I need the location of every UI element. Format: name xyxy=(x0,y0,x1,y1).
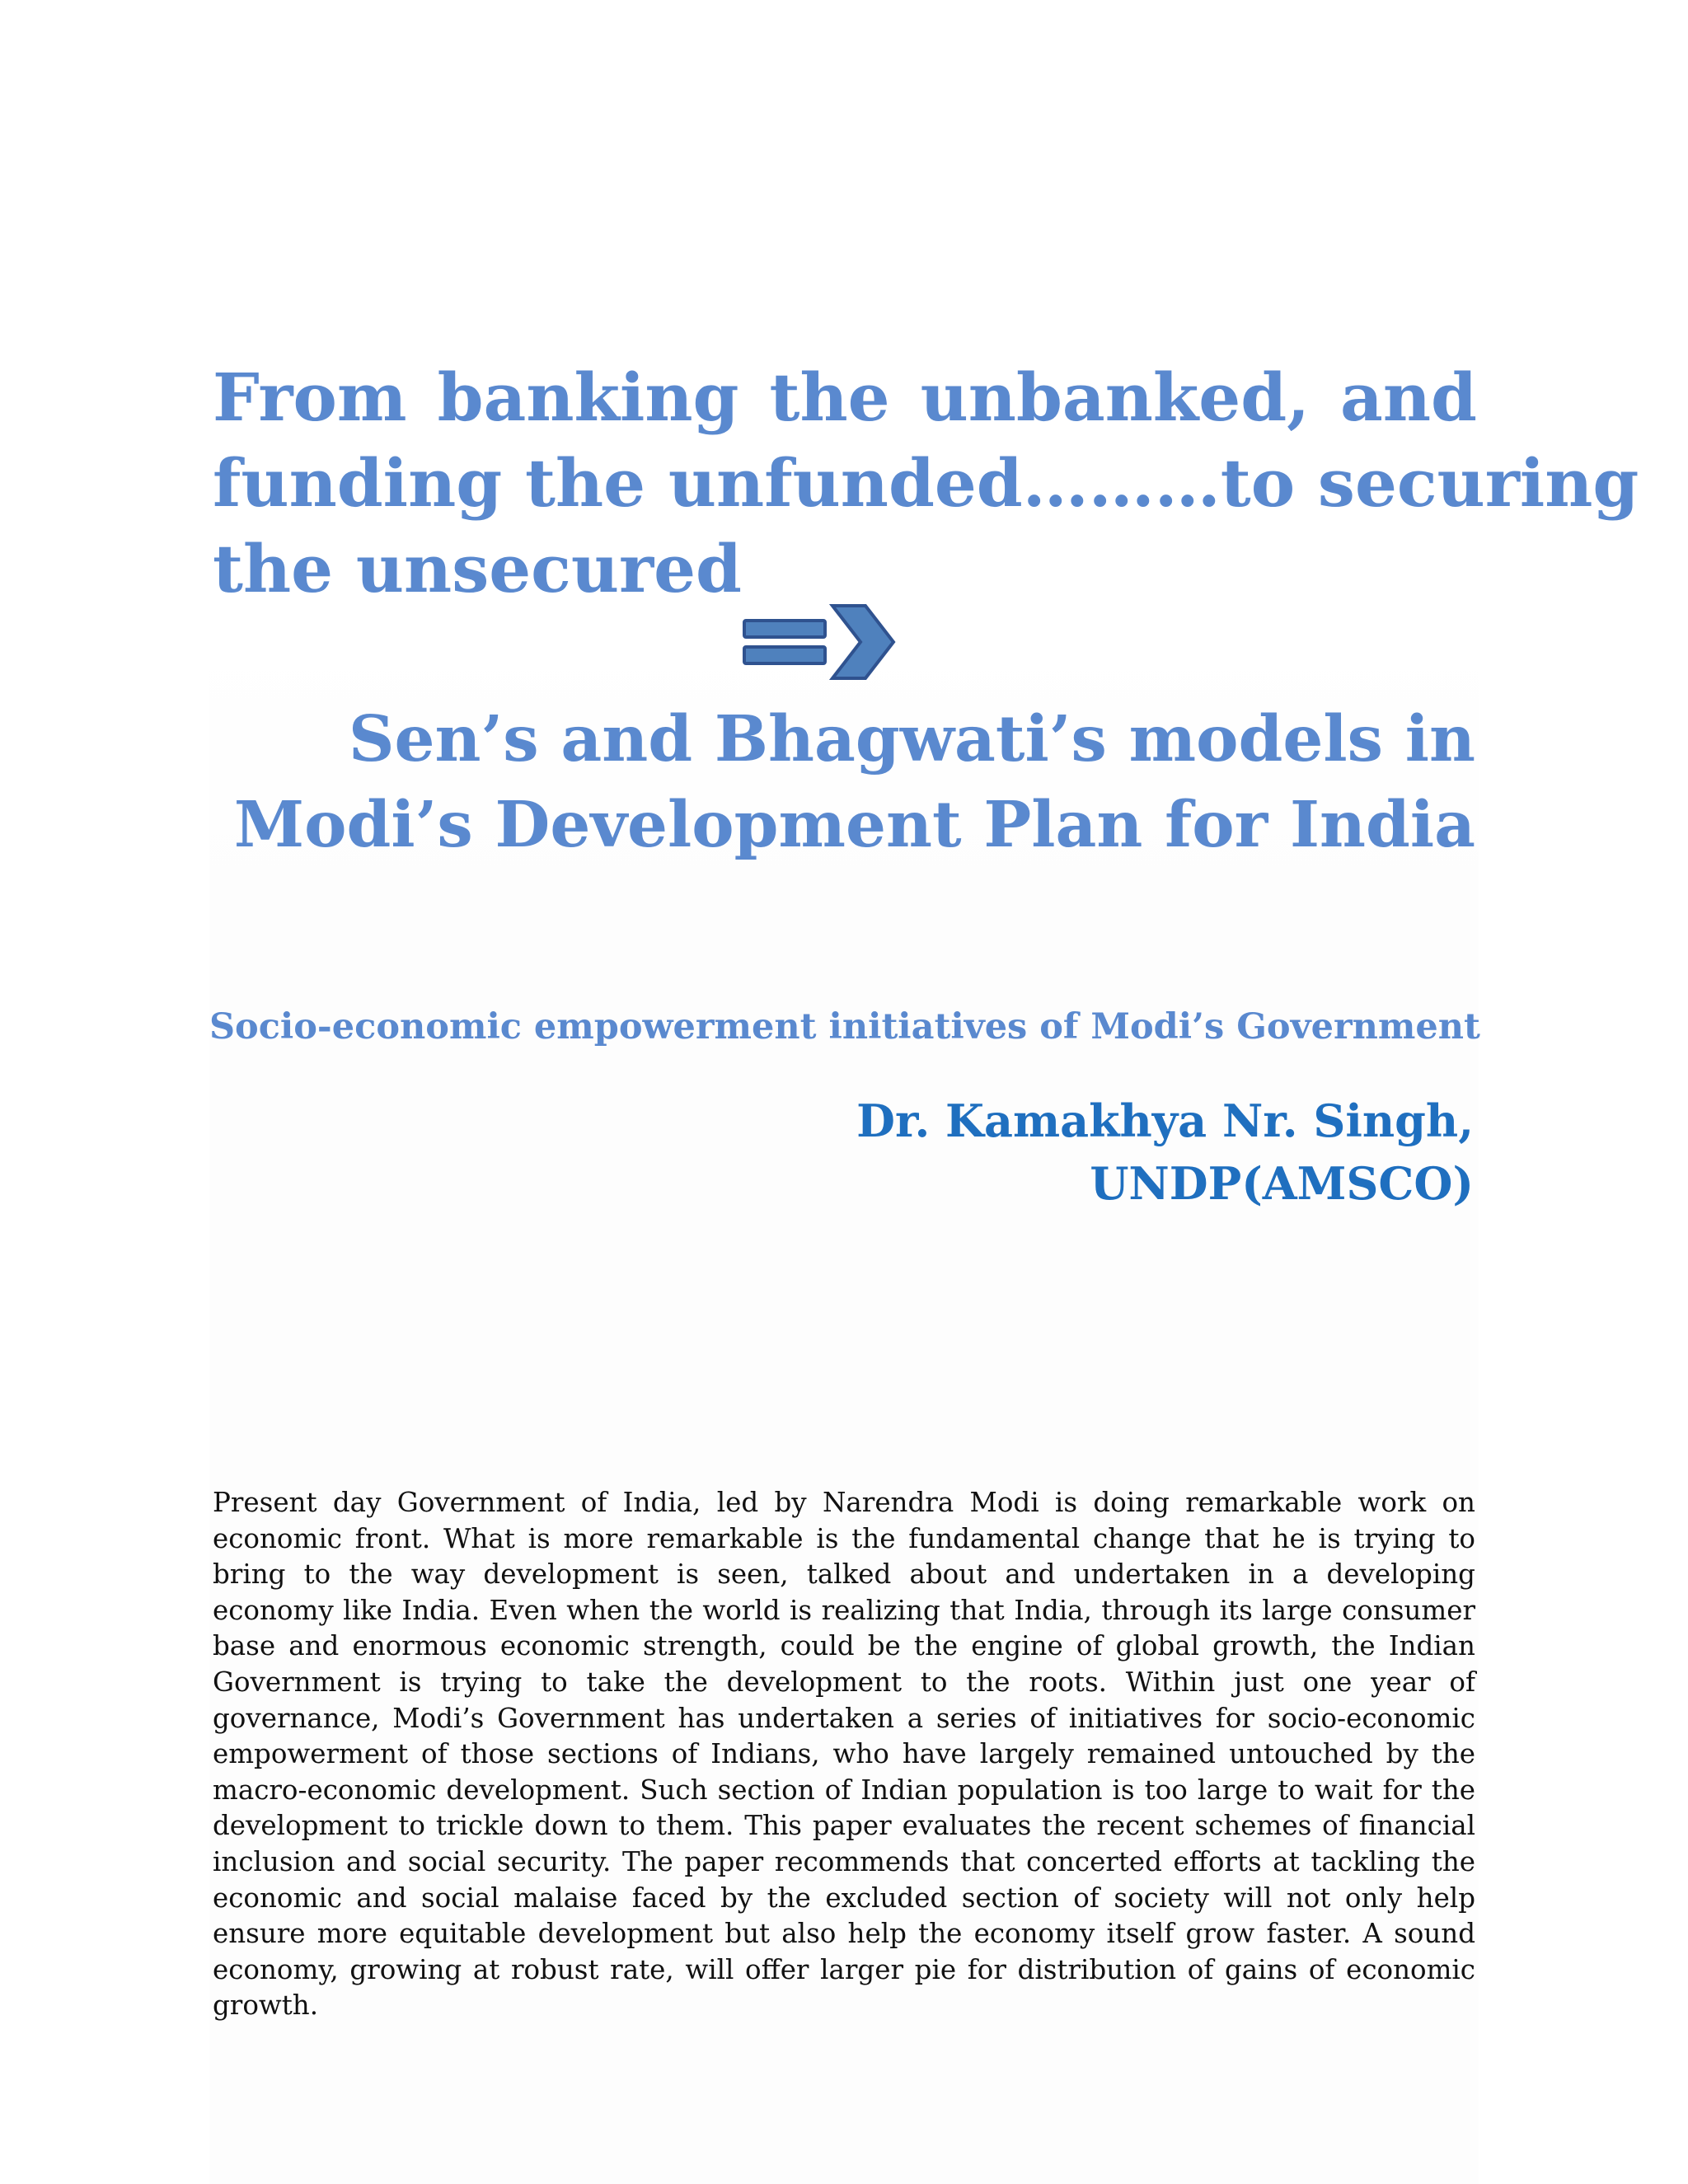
document-tagline: Socio-economic empowerment initiatives of Modi’s Government xyxy=(209,1006,1480,1047)
arrow-chevron xyxy=(832,606,893,678)
author-block xyxy=(824,1090,1474,1215)
arrow-bar-top xyxy=(744,621,825,637)
arrow-bar-bottom xyxy=(744,647,825,663)
title-line-2: funding the unfunded………to securing xyxy=(213,444,1639,522)
title-line-3: the unsecured xyxy=(213,530,742,607)
double-arrow-right-icon xyxy=(742,602,898,684)
author-affiliation: UNDP(AMSCO) xyxy=(1090,1157,1474,1210)
document-subtitle xyxy=(209,696,1475,868)
title-line-1: From banking the unbanked, and xyxy=(213,359,1477,436)
subtitle-line-2: Modi’s Development Plan for India xyxy=(233,788,1475,862)
document-title xyxy=(213,354,1639,612)
abstract-paragraph: Present day Government of India, led by Narendra Modi is doing remarkable work on economic front. What is more remarkable is the fundamental change that he is trying to bring to the way development is seen, talked about and undertaken in a developing economy like India. Even when the world is realizing that India, through its large consumer base and enormous economic strength, could be the engine of global growth, the Indian Government is trying to take the development to the roots. Within just one year of governance, Modi’s Government has undertaken a series of initiatives for socio-economic empowerment of those sections of Indians, who have largely remained untouched by the macro-economic development. Such section of Indian population is too large to wait for the development to trickle down to them. This paper evaluates the recent schemes of financial inclusion and social security. The paper recommends that concerted efforts at tackling the economic and social malaise faced by the excluded section of society will not only help ensure more equitable development but also help the economy itself grow faster. A sound economy, growing at robust rate, will offer larger pie for distribution of gains of economic growth. xyxy=(213,1487,1475,2022)
subtitle-line-1: Sen’s and Bhagwati’s models in xyxy=(348,702,1475,776)
author-name: Dr. Kamakhya Nr. Singh, xyxy=(856,1094,1474,1147)
